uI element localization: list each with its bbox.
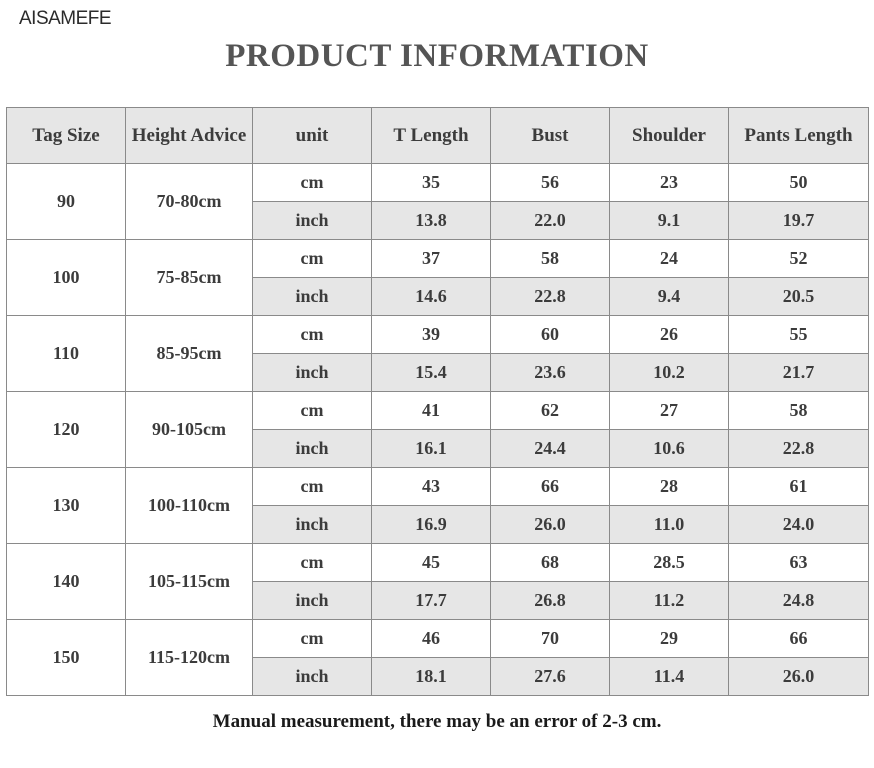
bust-cell: 22.8 bbox=[491, 278, 610, 316]
t-length-cell: 45 bbox=[372, 544, 491, 582]
bust-cell: 23.6 bbox=[491, 354, 610, 392]
measurement-note: Manual measurement, there may be an error of 2-3 cm. bbox=[212, 711, 662, 732]
pants-length-cell: 21.7 bbox=[729, 354, 869, 392]
table-row bbox=[7, 468, 869, 506]
shoulder-cell: 9.4 bbox=[610, 278, 729, 316]
bust-cell: 22.0 bbox=[491, 202, 610, 240]
tag-size-cell: 90 bbox=[7, 164, 126, 240]
unit-cell: cm bbox=[253, 240, 372, 278]
bust-cell: 60 bbox=[491, 316, 610, 354]
t-length-cell: 14.6 bbox=[372, 278, 491, 316]
t-length-cell: 37 bbox=[372, 240, 491, 278]
unit-cell: inch bbox=[253, 658, 372, 696]
unit-cell: inch bbox=[253, 202, 372, 240]
header-t-length: T Length bbox=[372, 108, 491, 164]
shoulder-cell: 11.2 bbox=[610, 582, 729, 620]
unit-cell: inch bbox=[253, 278, 372, 316]
unit-cell: cm bbox=[253, 544, 372, 582]
shoulder-cell: 11.4 bbox=[610, 658, 729, 696]
t-length-cell: 18.1 bbox=[372, 658, 491, 696]
height-advice-cell: 70-80cm bbox=[126, 164, 253, 240]
shoulder-cell: 26 bbox=[610, 316, 729, 354]
t-length-cell: 46 bbox=[372, 620, 491, 658]
shoulder-cell: 23 bbox=[610, 164, 729, 202]
pants-length-cell: 50 bbox=[729, 164, 869, 202]
shoulder-cell: 9.1 bbox=[610, 202, 729, 240]
size-chart-table bbox=[6, 107, 869, 696]
unit-cell: cm bbox=[253, 316, 372, 354]
height-advice-cell: 90-105cm bbox=[126, 392, 253, 468]
table-row bbox=[7, 164, 869, 202]
height-advice-cell: 105-115cm bbox=[126, 544, 253, 620]
bust-cell: 56 bbox=[491, 164, 610, 202]
pants-length-cell: 55 bbox=[729, 316, 869, 354]
unit-cell: cm bbox=[253, 468, 372, 506]
tag-size-cell: 100 bbox=[7, 240, 126, 316]
shoulder-cell: 27 bbox=[610, 392, 729, 430]
height-advice-cell: 100-110cm bbox=[126, 468, 253, 544]
table-body bbox=[7, 164, 869, 696]
table-header-row bbox=[7, 108, 869, 164]
pants-length-cell: 58 bbox=[729, 392, 869, 430]
table-row bbox=[7, 240, 869, 278]
height-advice-cell: 85-95cm bbox=[126, 316, 253, 392]
pants-length-cell: 20.5 bbox=[729, 278, 869, 316]
bust-cell: 58 bbox=[491, 240, 610, 278]
pants-length-cell: 66 bbox=[729, 620, 869, 658]
t-length-cell: 39 bbox=[372, 316, 491, 354]
unit-cell: inch bbox=[253, 506, 372, 544]
pants-length-cell: 61 bbox=[729, 468, 869, 506]
t-length-cell: 15.4 bbox=[372, 354, 491, 392]
t-length-cell: 35 bbox=[372, 164, 491, 202]
unit-cell: inch bbox=[253, 430, 372, 468]
tag-size-cell: 150 bbox=[7, 620, 126, 696]
table-row bbox=[7, 316, 869, 354]
header-bust: Bust bbox=[491, 108, 610, 164]
header-pants-length: Pants Length bbox=[729, 108, 869, 164]
t-length-cell: 43 bbox=[372, 468, 491, 506]
header-tag-size: Tag Size bbox=[7, 108, 126, 164]
shoulder-cell: 24 bbox=[610, 240, 729, 278]
brand-logo: AISAMEFE bbox=[19, 8, 112, 29]
unit-cell: inch bbox=[253, 354, 372, 392]
shoulder-cell: 10.6 bbox=[610, 430, 729, 468]
shoulder-cell: 10.2 bbox=[610, 354, 729, 392]
pants-length-cell: 24.0 bbox=[729, 506, 869, 544]
pants-length-cell: 19.7 bbox=[729, 202, 869, 240]
tag-size-cell: 130 bbox=[7, 468, 126, 544]
height-advice-cell: 75-85cm bbox=[126, 240, 253, 316]
t-length-cell: 16.1 bbox=[372, 430, 491, 468]
t-length-cell: 13.8 bbox=[372, 202, 491, 240]
page-title: PRODUCT INFORMATION bbox=[225, 38, 649, 74]
t-length-cell: 16.9 bbox=[372, 506, 491, 544]
unit-cell: cm bbox=[253, 164, 372, 202]
table-row bbox=[7, 544, 869, 582]
shoulder-cell: 28 bbox=[610, 468, 729, 506]
pants-length-cell: 26.0 bbox=[729, 658, 869, 696]
bust-cell: 62 bbox=[491, 392, 610, 430]
header-shoulder: Shoulder bbox=[610, 108, 729, 164]
pants-length-cell: 24.8 bbox=[729, 582, 869, 620]
height-advice-cell: 115-120cm bbox=[126, 620, 253, 696]
table-row bbox=[7, 620, 869, 658]
shoulder-cell: 29 bbox=[610, 620, 729, 658]
pants-length-cell: 52 bbox=[729, 240, 869, 278]
bust-cell: 68 bbox=[491, 544, 610, 582]
header-height-advice: Height Advice bbox=[126, 108, 253, 164]
tag-size-cell: 120 bbox=[7, 392, 126, 468]
pants-length-cell: 22.8 bbox=[729, 430, 869, 468]
t-length-cell: 17.7 bbox=[372, 582, 491, 620]
t-length-cell: 41 bbox=[372, 392, 491, 430]
tag-size-cell: 110 bbox=[7, 316, 126, 392]
bust-cell: 66 bbox=[491, 468, 610, 506]
bust-cell: 24.4 bbox=[491, 430, 610, 468]
shoulder-cell: 28.5 bbox=[610, 544, 729, 582]
pants-length-cell: 63 bbox=[729, 544, 869, 582]
unit-cell: cm bbox=[253, 620, 372, 658]
bust-cell: 70 bbox=[491, 620, 610, 658]
bust-cell: 26.8 bbox=[491, 582, 610, 620]
tag-size-cell: 140 bbox=[7, 544, 126, 620]
table-row bbox=[7, 392, 869, 430]
header-unit: unit bbox=[253, 108, 372, 164]
bust-cell: 27.6 bbox=[491, 658, 610, 696]
unit-cell: inch bbox=[253, 582, 372, 620]
bust-cell: 26.0 bbox=[491, 506, 610, 544]
unit-cell: cm bbox=[253, 392, 372, 430]
shoulder-cell: 11.0 bbox=[610, 506, 729, 544]
